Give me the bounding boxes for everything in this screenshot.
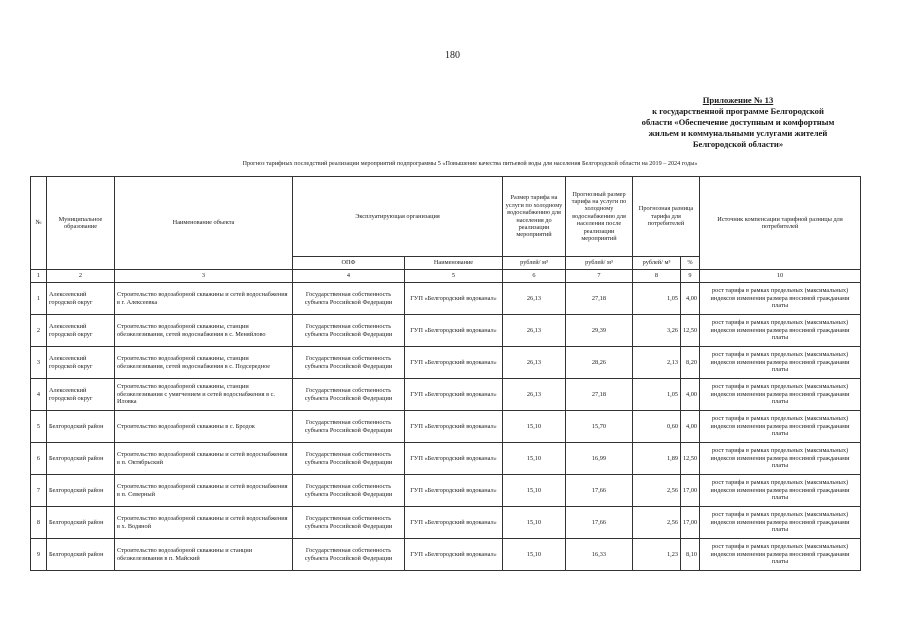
row-number: 8	[31, 507, 47, 539]
row-number: 4	[31, 379, 47, 411]
row-number: 9	[31, 539, 47, 571]
row-organization: ГУП «Белгородский водоканал»	[405, 347, 503, 379]
column-number: 1	[31, 270, 47, 283]
row-source: рост тарифа в рамках предельных (максимальных) индексов изменения размера вносимой гражданами платы	[700, 539, 861, 571]
row-diff-rub: 3,26	[633, 315, 681, 347]
row-tariff-before: 15,10	[503, 475, 566, 507]
row-tariff-before: 15,10	[503, 443, 566, 475]
row-tariff-after: 16,33	[566, 539, 633, 571]
row-tariff-before: 15,10	[503, 507, 566, 539]
row-tariff-before: 26,13	[503, 315, 566, 347]
row-object: Строительство водозаборной скважины и сетей водоснабжения в п. Северный	[115, 475, 293, 507]
column-number: 2	[47, 270, 115, 283]
row-diff-pct: 4,00	[681, 411, 700, 443]
header-source: Источник компенсации тарифной разницы для потребителей	[700, 177, 861, 270]
row-municipality: Алексеевский городской округ	[47, 347, 115, 379]
row-source: рост тарифа в рамках предельных (максимальных) индексов изменения размера вносимой гражданами платы	[700, 443, 861, 475]
row-source: рост тарифа в рамках предельных (максимальных) индексов изменения размера вносимой гражданами платы	[700, 315, 861, 347]
appendix-line: жильем и коммунальными услугами жителей	[648, 128, 828, 138]
row-source: рост тарифа в рамках предельных (максимальных) индексов изменения размера вносимой гражданами платы	[700, 411, 861, 443]
row-object: Строительство водозаборной скважины и станции обезжелезивания в п. Майский	[115, 539, 293, 571]
row-tariff-before: 15,10	[503, 539, 566, 571]
row-diff-pct: 4,00	[681, 283, 700, 315]
row-diff-rub: 1,05	[633, 283, 681, 315]
row-diff-pct: 17,00	[681, 475, 700, 507]
appendix-header	[623, 95, 853, 150]
row-municipality: Алексеевский городской округ	[47, 283, 115, 315]
column-number: 7	[566, 270, 633, 283]
header-object: Наименование объекта	[115, 177, 293, 270]
row-diff-pct: 12,50	[681, 315, 700, 347]
header-operator: Эксплуатирующая организация	[293, 177, 503, 257]
header-unit: рублей/ м³	[503, 257, 566, 270]
table-row	[31, 283, 861, 315]
row-number: 1	[31, 283, 47, 315]
row-municipality: Белгородский район	[47, 507, 115, 539]
row-number: 6	[31, 443, 47, 475]
header-number: №	[31, 177, 47, 270]
appendix-line: к государственной программе Белгородской	[652, 106, 824, 116]
row-diff-pct: 8,10	[681, 539, 700, 571]
column-number: 5	[405, 270, 503, 283]
row-opf: Государственная собственность субъекта Российской Федерации	[293, 379, 405, 411]
row-organization: ГУП «Белгородский водоканал»	[405, 315, 503, 347]
row-object: Строительство водозаборной скважины, станции обезжелезивания, сетей водоснабжения в с. Меняйлово	[115, 315, 293, 347]
row-opf: Государственная собственность субъекта Российской Федерации	[293, 507, 405, 539]
column-number: 3	[115, 270, 293, 283]
row-source: рост тарифа в рамках предельных (максимальных) индексов изменения размера вносимой гражданами платы	[700, 507, 861, 539]
appendix-line: Белгородской области»	[692, 139, 784, 149]
row-diff-rub: 2,56	[633, 507, 681, 539]
row-tariff-after: 17,66	[566, 475, 633, 507]
row-opf: Государственная собственность субъекта Российской Федерации	[293, 315, 405, 347]
row-number: 7	[31, 475, 47, 507]
row-tariff-after: 17,66	[566, 507, 633, 539]
row-organization: ГУП «Белгородский водоканал»	[405, 283, 503, 315]
row-municipality: Белгородский район	[47, 475, 115, 507]
row-source: рост тарифа в рамках предельных (максимальных) индексов изменения размера вносимой гражданами платы	[700, 283, 861, 315]
row-opf: Государственная собственность субъекта Российской Федерации	[293, 347, 405, 379]
row-tariff-after: 28,26	[566, 347, 633, 379]
header-tariff-forecast: Прогнозный размер тарифа на услуги по холодному водоснабжению для населения после реализации мероприятий	[566, 177, 633, 257]
row-tariff-before: 15,10	[503, 411, 566, 443]
tariff-table	[30, 176, 861, 571]
table-row	[31, 507, 861, 539]
row-organization: ГУП «Белгородский водоканал»	[405, 475, 503, 507]
row-organization: ГУП «Белгородский водоканал»	[405, 411, 503, 443]
row-organization: ГУП «Белгородский водоканал»	[405, 539, 503, 571]
row-organization: ГУП «Белгородский водоканал»	[405, 443, 503, 475]
row-municipality: Белгородский район	[47, 539, 115, 571]
column-number: 9	[681, 270, 700, 283]
row-diff-rub: 0,60	[633, 411, 681, 443]
row-diff-pct: 4,00	[681, 379, 700, 411]
table-row	[31, 347, 861, 379]
row-source: рост тарифа в рамках предельных (максимальных) индексов изменения размера вносимой гражданами платы	[700, 379, 861, 411]
row-object: Строительство водозаборной скважины и сетей водоснабжения в г. Алексеевка	[115, 283, 293, 315]
row-tariff-before: 26,13	[503, 347, 566, 379]
column-number: 8	[633, 270, 681, 283]
table-row	[31, 411, 861, 443]
appendix-line: области «Обеспечение доступным и комфортным	[641, 117, 835, 127]
row-tariff-before: 26,13	[503, 379, 566, 411]
row-diff-rub: 1,89	[633, 443, 681, 475]
header-tariff-current: Размер тарифа на услуги по холодному водоснабжению для населения до реализации мероприятий	[503, 177, 566, 257]
row-diff-rub: 2,56	[633, 475, 681, 507]
row-organization: ГУП «Белгородский водоканал»	[405, 379, 503, 411]
row-opf: Государственная собственность субъекта Российской Федерации	[293, 475, 405, 507]
table-row	[31, 539, 861, 571]
row-tariff-after: 27,18	[566, 379, 633, 411]
row-object: Строительство водозаборной скважины в с. Бродок	[115, 411, 293, 443]
row-diff-pct: 8,20	[681, 347, 700, 379]
row-object: Строительство водозаборной скважины, станции обезжелезивания, сетей водоснабжения в с. Подсередное	[115, 347, 293, 379]
table-caption: Прогноз тарифных последствий реализации мероприятий подпрограммы 5 «Повышение качества питьевой воды для населения Белгородской области на 2019 – 2024 годы»	[242, 160, 698, 167]
appendix-title: Приложение № 13	[702, 95, 774, 105]
row-municipality: Белгородский район	[47, 411, 115, 443]
row-organization: ГУП «Белгородский водоканал»	[405, 507, 503, 539]
header-opf: ОПФ	[293, 257, 405, 270]
row-municipality: Белгородский район	[47, 443, 115, 475]
header-unit: рублей/ м³	[566, 257, 633, 270]
row-opf: Государственная собственность субъекта Российской Федерации	[293, 283, 405, 315]
row-number: 3	[31, 347, 47, 379]
row-municipality: Алексеевский городской округ	[47, 315, 115, 347]
row-tariff-after: 29,39	[566, 315, 633, 347]
row-object: Строительство водозаборной скважины, станции обезжелезивания с умягчением и сетей водоснабжения в с. Иловка	[115, 379, 293, 411]
row-object: Строительство водозаборной скважины и сетей водоснабжения в х. Водяной	[115, 507, 293, 539]
header-name: Наименование	[405, 257, 503, 270]
row-diff-rub: 1,23	[633, 539, 681, 571]
header-percent: %	[681, 257, 700, 270]
row-diff-pct: 12,50	[681, 443, 700, 475]
row-source: рост тарифа в рамках предельных (максимальных) индексов изменения размера вносимой гражданами платы	[700, 475, 861, 507]
column-number: 10	[700, 270, 861, 283]
page-number: 180	[445, 50, 460, 61]
table-row	[31, 443, 861, 475]
row-tariff-after: 16,99	[566, 443, 633, 475]
row-diff-rub: 1,05	[633, 379, 681, 411]
header-municipality: Муниципальное образование	[47, 177, 115, 270]
row-opf: Государственная собственность субъекта Российской Федерации	[293, 443, 405, 475]
row-number: 5	[31, 411, 47, 443]
header-difference: Прогнозная разница тарифа для потребителей	[633, 177, 700, 257]
table-row	[31, 475, 861, 507]
column-number: 4	[293, 270, 405, 283]
row-object: Строительство водозаборной скважины и сетей водоснабжения в п. Октябрьский	[115, 443, 293, 475]
row-tariff-after: 15,70	[566, 411, 633, 443]
row-tariff-before: 26,13	[503, 283, 566, 315]
table-row	[31, 315, 861, 347]
column-number: 6	[503, 270, 566, 283]
row-opf: Государственная собственность субъекта Российской Федерации	[293, 539, 405, 571]
row-tariff-after: 27,18	[566, 283, 633, 315]
row-number: 2	[31, 315, 47, 347]
table-row	[31, 379, 861, 411]
row-opf: Государственная собственность субъекта Российской Федерации	[293, 411, 405, 443]
header-unit: рублей/ м³	[633, 257, 681, 270]
row-diff-rub: 2,13	[633, 347, 681, 379]
row-municipality: Алексеевский городской округ	[47, 379, 115, 411]
row-diff-pct: 17,00	[681, 507, 700, 539]
row-source: рост тарифа в рамках предельных (максимальных) индексов изменения размера вносимой гражданами платы	[700, 347, 861, 379]
